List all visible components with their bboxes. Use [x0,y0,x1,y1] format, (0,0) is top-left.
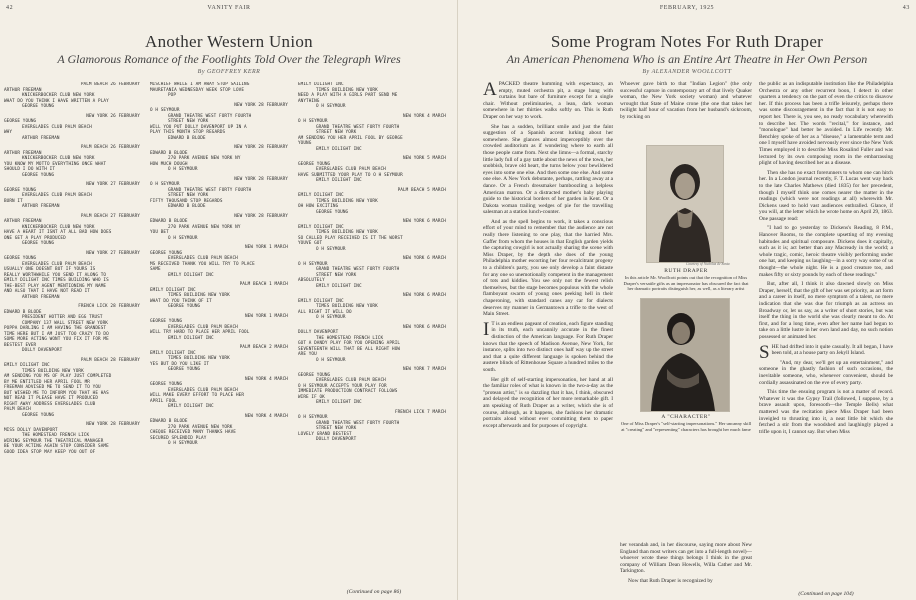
telegram-line: EMILY DILIGHT INC [298,224,344,230]
telegram-line: GEORGE YOUNG [22,172,55,178]
telegram-line: THE HOMESTEAD FRENCH LICK [22,433,90,438]
drop-cap: I [483,318,490,340]
article-byline: By GEOFFREY KERR [197,69,261,75]
telegram-line: ARTHUR FREEMAN [22,135,60,141]
telegram-line: BESTEST EVER [4,342,37,348]
telegram-dateline: PALM BEACH 26 FEBRUARY [80,82,140,87]
telegram-line: GEORGE YOUNG [316,209,349,215]
telegram-line: EMILY DILIGHT INC [150,287,196,293]
section-paragraph: I T is an endless pageant of creation, each figure standing in its truth, each uncannily accurate in the finest distinction of the American language. For Ruth Draper knows that the speech of Madison Avenue, New York, for instance, splits into two distinct ones half way up the street and that a quite different language is spoken behind the austere blinds of Rittenhouse Square a hundred miles to the south. [483,318,613,373]
telegram-line: 270 PARK AVENUE NEW YORK NY [168,224,241,230]
telegram-line: EMILY DILIGHT INC [168,335,214,341]
telegram-line: SOME MORE ACTING WONT YOU FIX IT FOR ME [4,337,109,342]
telegram-line: PRESIDENT HOTTER AND EGG TRUST [22,315,103,320]
telegram-line: ARTHUR FREEMAN [4,87,42,93]
telegram-line: GRAND THEATRE WEST FORTY FOURTH [316,420,400,426]
telegram-line: PALM BEACH [4,407,31,412]
telegram-line: DOLLY DAVENPORT [298,330,339,335]
telegram-line: EMILY DILIGHT INC [168,404,214,409]
telegram-line: STREET NEW YORK [316,426,357,431]
telegram-dateline: PALM BEACH 2 MARCH [239,345,288,350]
telegram-line: STREET NEW YORK [168,119,209,124]
telegram-dateline: NEW YORK 6 MARCH [403,293,446,298]
telegram-line: EVERGLADES CLUB PALM BEACH [168,387,238,393]
telegram-line: PLAY THIS MONTH STOP REGARDS [150,130,226,135]
telegram-line: EVERGLADES CLUB PALM BEACH [168,256,238,261]
telegram-line: TIMES BUILDING NEW YORK [22,368,84,374]
telegram-line: O H SEYMOUR [150,108,180,113]
telegram-line: EDWARD B BLODE [150,219,188,224]
section-paragraph: SHE had drifted into it quite casually. It all began, I have been told, at a house party on Jekyll Island. [759,341,893,363]
telegram-line: TIMES BUILDING NEW YORK [316,304,378,309]
telegram-dateline: NEW YORK 7 MARCH [403,367,446,372]
telegram-line: ARE YOU [298,352,317,357]
body-paragraph: But, after all, I think it also dawned slowly on Miss Draper, herself, that the gift of her was set priority, as art form and a career in itself, no mere symptom of a talent, no mere indication that she was due for triumph as an actress on Broadway or, let us say, as a writer of short stories, but was itself the thing in the world she was clearly meant to do. At first, and for a long time, even after her name had begun to take on a little lustre in her own land and day, no such notion possessed or animated her. [759,281,893,340]
telegram-column-3 [298,82,450,600]
drop-cap: A [483,81,497,100]
telegram-line: IMMEDIATE PRODUCTION CONTRACT FOLLOWS [298,389,398,394]
article-deck: A Glamorous Romance of the Footlights Told Over the Telegraph Wires [57,52,401,66]
telegram-line: DOLLY DAVENPORT [22,348,63,353]
body-paragraph: She has a sudden, brilliant smile and just the faint suggestion of a Spanish accent lurking about her somewhere. She glances almost imperceptibly over the crowded auditorium as if wondering where to earth all those people came from. Next she limns—a formal, starchy little lady full of a gay tattle about the news of the town, her snobbish, brave old heart, the turns below your bewildered eyes into some one else. And then some one else. And some one else. A New York debutante, perhaps, rattling away at a dance. Or a French dressmaker bamboozling a helpless American matron. Or a distracted mother's baby playing guide to the historical borders of her garden in Kent. Or a Dakota woman trailing wedges of pie for the travelling salesman at a station lunch-counter. [483,123,613,216]
telegram-line: GEORGE YOUNG [298,161,331,167]
telegram-line: GEORGE YOUNG [4,256,37,261]
telegram-line: WILL MAKE EVERY EFFORT TO PLACE HER [150,393,245,398]
photo-caption: In this article Mr. Woollcott points out that the recognition of Miss Draper's versatile gifts as an impersonator has obscured the fact that her dramatic portraits distinguish her, as well, as a literary artist [623,275,749,292]
telegram-line: ANYTHING [298,98,320,104]
telegram-line: O H SEYMOUR [316,357,346,363]
telegram-line: EMILY DILIGHT INC [168,272,214,278]
telegram-line: EVERGLADES CLUB PALM BEACH [22,124,92,130]
telegram-line: WILL YOU PUT DOLLY DAVENPORT UP IN A [150,124,247,130]
telegram-line: SEVENTEENTH WILL THAT BE ALL RIGHT HOW [298,346,401,352]
telegram-line: O H SEYMOUR [298,261,328,267]
telegram-line: BY ME ENTITLED HER APRIL FOOL MR [4,379,90,385]
telegram-line: POPPA DARLING I AM HAVING THE GRANDEST [4,326,107,331]
telegram-line: WIRING SEYMOUR THE THEATRICAL MANAGER [4,438,104,444]
telegram-line: EDWARD B BLODE [168,204,206,209]
telegram-line: EDWARD B BLODE [150,150,188,156]
body-paragraph: the public as an indisputable institution like the Philadelphia Orchestra or any other recurrent boon, I detect in other quarters a tendency on the part of even the critics to disavow her. If this process has been a trifle leisurely, perhaps there was some discouragement in the fact that it is not easy to report her. There is, you see, no ready vocabulary wherewith to describe her. The words "recital," for instance, and "monologue" had better be avoided. In Life recently Mr. Benchley spoke of her as a "diseuse," a lamentable term and one I myself have avoided nervously ever since the New York Times employed it to describe Miss Rosalind Fuller and was lectured by its own composing room in the embarrassing plight of having described her as a disease. [759,81,893,167]
telegram-line: HOW MUCH DOUGH [150,161,188,167]
telegram-line: THE HOMESTEAD FRENCH LICK [316,335,384,341]
telegram-line: BE YOUR ACTING AGAIN STOP CONSIDER SAME [4,444,109,449]
telegram-line: MAURETANIA WEDNESDAY WEEK STOP LOVE [150,87,245,93]
body-paragraph: Now that Ruth Draper is recognized by [628,577,713,584]
telegram-line: POP [168,93,177,98]
telegram-dateline: NEW YORK 6 MARCH [403,219,446,224]
telegram-line: GEORGE YOUNG [4,187,37,193]
telegram-line: SHOULD I DO WITH IT [4,167,56,172]
ruth-draper-portrait-photo [646,145,724,263]
telegram-dateline: NEW YORK 26 FEBRUARY [86,113,140,119]
telegram-line: EVERGLADES CLUB PALM BEACH [316,378,386,383]
telegram-dateline: NEW YORK 28 FEBRUARY [234,102,288,108]
body-paragraph: And as the spell begins to work, it takes a conscious effort of your mind to remember that the audience are not really there listening to one play, that the harried Mrs. Gaffer from whom the houses in that English garden yields the capturing cowgirl is not actually sharing the scene with Miss Draper, by the depth she does of the young Philadelphia mother escorting her four recalcitrant progeny to a children's party, you see only develop a faint distaste for any one so unemotionally competent in the management of tots and kiddies. You see only not the fewest relish themselves, but the stage becomes populous with the whole flamboyant swarm of young ones peeking hell in their chaperoning, with standard canes any car for dialects deserves my manner in Germantown a trifle to the west of Main Street. [483,218,613,318]
right-page [458,0,916,600]
telegram-line: STREET NEW YORK [168,193,209,198]
article-deck: An American Phenomena Who is an Entire Art Theatre in Her Own Person [506,52,868,66]
telegram-line: TIMES BUILDING NEW YORK [168,293,230,298]
telegram-dateline: NEW YORK 27 FEBRUARY [86,250,140,256]
body-paragraph: This time the ensuing program is not a matter of record. Whatever it was the Gypsy Trail (followed, I suppose, by a brave assault upon, foresooth—the Temple Bells) what mattered was the recitation piece Miss Draper had been inveigled to thrusting into it, a neat little bit which she fetched a stir from the woodshed and laughingly played a trifle upon it, I cannot say. But when Miss [759,389,893,435]
telegram-line: ONE GET A PLAY PRODUCED [4,235,66,241]
telegram-column-1 [4,82,144,600]
drop-cap: S [759,341,770,363]
portrait-image [647,146,723,262]
telegram-dateline: PALM BEACH 5 MARCH [397,187,446,193]
telegram-line: GEORGE YOUNG [150,250,183,256]
telegram-dateline: NEW YORK 1 MARCH [245,313,288,319]
telegram-line: EMILY DILIGHT INC [316,283,362,289]
telegram-line: WHAT DO YOU THINK OF IT [150,298,212,304]
telegram-line: YOU BET [150,230,169,235]
telegram-line: YOUNG [298,141,312,146]
telegram-line: CHEQUE RECEIVED MANY THANKS HAVE [150,430,236,435]
telegram-column-2 [150,82,292,600]
telegram-line: GEORGE YOUNG [22,104,55,109]
telegram-line: DOLLY DAVENPORT [316,437,357,442]
telegram-dateline: NEW YORK 6 MARCH [403,324,446,330]
telegram-line: O H SEYMOUR ACCEPTS YOUR PLAY FOR [298,383,387,389]
character-image [641,299,729,411]
telegram-dateline: NEW YORK 28 FEBRUARY [86,422,140,427]
telegram-line: O H SEYMOUR [150,182,180,187]
telegram-line: YOU KNOW MY MOTTO EVERYTHING ONCE WHAT [4,161,107,167]
telegram-line: GEORGE YOUNG [4,119,37,124]
telegram-line: ARTHUR FREEMAN [4,150,42,156]
telegram-line: EDWARD B BLODE [168,135,206,141]
telegram-line: SAME [150,267,161,272]
telegram-line: COMPANY 137 WALL STREET NEW YORK [22,320,108,326]
telegram-line: EMILY DILIGHT INC [150,350,196,356]
body-paragraph: Then she has no exact forerunners to whom one can hitch her. In a London journal recently, F. T. Lucas went way back to the late Charles Mathews (died 1835) for her precedent, though I myself think one comes nearer the matter in the readings (which were not readings at all) wherewith Mr. Dickens used to hold vast audiences enthralled. Glance, if you will, at the letter which he wrote home on April 29, 1863. One passage read: [759,169,893,222]
telegram-dateline: PALM BEACH 27 FEBRUARY [80,213,140,219]
telegram-line: TIMES BUILDING NEW YORK [316,198,378,204]
telegram-dateline: PALM BEACH 1 MARCH [239,282,288,287]
telegram-line: 270 PARK AVENUE NEW YORK [168,424,233,430]
page-number: 43 [902,5,910,11]
photo-caption: One of Miss Draper's "self-starting impersonations." Her uncanny skill at "creating" and "representing" characters has brought her much fame [620,421,752,432]
telegram-dateline: PALM BEACH 26 FEBRUARY [80,145,140,150]
telegram-line: TIMES BUILDING NEW YORK [316,87,378,93]
telegram-line: EMILY DILIGHT INC [298,82,344,87]
telegram-line: HAVE SUBMITTED YOUR PLAY TO O H SEYMOUR [298,172,403,178]
telegram-line: SECURED SPLENDID PLAY [150,435,207,441]
article-column-2-top [620,81,752,141]
telegram-line: SO CALLED PLAY RECEIVED IS IT THE WORST [298,235,403,241]
telegram-line: ALL RIGHT IT WILL DO [298,309,352,315]
telegram-line: BUT WISHED ME TO INFORM YOU THAT HE HAS [4,390,109,396]
telegram-line: FREEMAN ADVISED ME TO SEND IT TO YOU [4,385,101,390]
quoted-paragraph: "I had to go yesterday to Dickens's Reading, 8 P.M., Hanover Rooms, to the complete upsetting of my evening habitudes and spiritual composure. Dickens does it capitally, such as it is; act better than any Macready in the world; a whole tragic, comic, heroic theatre visibly performing under one hat, and keeping us laughing—in a sorry way some of us thought—the whole night. He is a good creature too, and makes fifty or sixty pounds by each of these readings." [759,225,893,278]
telegram-dateline: NEW YORK 28 FEBRUARY [234,176,288,182]
telegram-line: WHY [4,130,13,135]
telegram-line: WHAT DO YOU THINK I HAVE WRITTEN A PLAY [4,98,109,104]
article-headline: Another Western Union [145,32,313,51]
article-byline: By ALEXANDER WOOLLCOTT [642,69,732,75]
telegram-line: EVERGLADES CLUB PALM BEACH [22,261,92,267]
body-paragraph: "And, my dear, we'll get up an entertainment," and someone in the ghastly fashion of such occasions, the inevitable someone, who, whenever convenient, should be cordially assassinated on the eve of every party. [759,359,893,386]
telegram-line: GEORGE YOUNG [168,367,201,372]
telegram-dateline: NEW YORK 28 FEBRUARY [234,213,288,219]
telegram-line: THE-BEST PLAY AGENT MENTIONING MY NAME [4,283,107,289]
telegram-line: ARTHUR FREEMAN [22,204,60,209]
body-paragraph: Her gift of self-starting impersonation, her hand at all the familiar roles of what is known in the two-a-day as the "protean artist," is so dazzling that it has, I think, obscured and delayed the recognition of her more remarkable gift. I am speaking of Ruth Draper as a writer, which she is of course, although, as it happens, she fashions her dramatic portraits aloud without ever committing them to paper except afterwards and for purposes of copyright. [483,376,613,429]
telegram-line: MISCHIEF WHILE I AM AWAY STOP SAILING [150,82,250,87]
telegram-dateline: PALM BEACH 28 FEBRUARY [80,357,140,363]
telegram-line: GOOD IDEA STOP MAY KEEP YOU OUT OF [4,449,96,455]
body-paragraph: her verandah and, in her discourse, saying more about New England than most writers can get into a full-length novel)—whoever wrote these things belongs I think in the great company of William Dean Howells, Willa Cather and Mr. Tarkington. [620,542,752,575]
telegram-line: STREET NEW YORK [316,130,357,135]
telegram-line: O H SEYMOUR [316,246,346,252]
telegram-line: TIME HERE BUT I AM JUST TOO CRAZY TO DO [4,331,109,337]
telegram-line: EMILY DILIGHT INC [298,298,344,304]
telegram-line: O H SEYMOUR [168,235,198,241]
article-column-2-bottom [620,542,752,598]
telegram-line: O H SEYMOUR [298,415,328,420]
continued-note: (Continued on page 86) [346,589,402,595]
telegram-line: MS RECEIVED THANK YOU WILL TRY TO PLACE [150,261,255,267]
telegram-line: KNICKERBOCKER CLUB NEW YORK [22,93,95,98]
telegram-line: NOT READ IT PLEASE HAVE IT PRODUCED [4,396,99,401]
telegram-line: EMILY DILIGHT INC TIMES BUILDING WHO IS [4,278,109,283]
telegram-line: EMILY DILIGHT INC [298,193,344,198]
telegram-line: KNICKERBOCKER CLUB NEW YORK [22,156,95,161]
telegram-line: EMILY DILIGHT INC [4,363,50,368]
telegram-line: O H SEYMOUR [168,441,198,446]
telegram-dateline: NEW YORK 5 MARCH [403,156,446,161]
telegram-line: GEORGE YOUNG [22,241,55,246]
telegram-line: KNICKERBOCKER CLUB NEW YORK [22,224,95,230]
lead-paragraph: APACKED theatre humming with expectancy, an empty, muted orchestra pit, a stage hung with curtains but bare of furniture except for a single chair. Without preliminaries, a lean, dark woman somewhere in her thirties walks softly on. This is Ruth Draper on her way to work. [483,81,613,120]
photo-credit: Courtesy of Nickolas de Santa [686,262,730,266]
running-head-date: FEBRUARY, 1925 [659,5,715,11]
telegram-dateline: NEW YORK 6 MARCH [403,256,446,261]
telegram-line: GEORGE YOUNG [298,372,331,378]
telegram-line: EMILY DILIGHT INC [316,146,362,152]
telegram-line: HAVE A HEART IT ISNT AT ALL BAD HOW DOES [4,230,112,235]
telegram-line: ARTHUR FREEMAN [4,219,42,224]
telegram-line: BURN IT [4,198,23,204]
telegram-line: EVERGLADES CLUB PALM BEACH [168,324,238,330]
telegram-line: YOUVE GOT [298,241,323,246]
article-column-3 [759,81,893,598]
telegram-line: FIFTY THOUSAND STOP REGARDS [150,198,223,204]
telegram-dateline: NEW YORK 27 FEBRUARY [86,182,140,187]
telegram-line: WIRE IF OK [298,394,325,400]
telegram-line: GRAND THEATRE WEST FORTY FOURTH [316,124,400,130]
telegram-line: 270 PARK AVENUE NEW YORK NY [168,156,241,161]
telegram-line: RIGHT AWAY ADDRESS EVERGLADES CLUB [4,401,96,407]
telegram-line: GEORGE YOUNG [150,382,183,387]
telegram-line: YES BUT DO YOU LIKE IT [150,361,210,367]
telegram-dateline: FRENCH LICK 28 FEBRUARY [78,304,140,309]
photo-caption-title: RUTH DRAPER [664,268,708,274]
telegram-line: TIMES BUILDING NEW YORK [168,356,230,361]
telegram-line: GRAND THEATRE WEST FORTY FOURTH [168,113,252,119]
telegram-line: REALLY WORTHWHILE YOU SEND IT ALONG TO [4,272,107,278]
telegram-line: AM SENDING YOU MS OF PLAY JUST COMPLETED [4,374,112,379]
telegram-line: STREET NEW YORK [316,272,357,278]
continued-note: (Continued on page 104) [798,591,854,597]
telegram-line: USUALLY ONE DOESNT BUT IF YOURS IS [4,267,96,272]
telegram-line: AND ALSO THAT I HAVE NOT READ IT [4,289,90,294]
article-column-1 [483,81,613,598]
telegram-line: WILL TRY HARD TO PLACE HER APRIL FOOL [150,330,250,335]
telegram-line: GEORGE YOUNG [150,319,183,324]
telegram-line: TIMES BUILDING NEW YORK [316,230,378,235]
telegram-line: AM SENDING YOU HER APRIL FOOL BY GEORGE [298,135,403,141]
telegram-line: EDWARD B BLODE [4,309,42,315]
telegram-line: GRAND THEATRE WEST FORTY FOURTH [316,267,400,272]
telegram-line: LOVELY GRAND BESTEST [298,431,352,437]
telegram-line: ABSOLUTELY [298,278,325,283]
telegram-line: ARTHUR FREEMAN [22,294,60,300]
telegram-line: EMILY DILIGHT INC [316,400,362,405]
article-headline: Some Program Notes For Ruth Draper [550,32,824,51]
telegram-line: OH HOW EXCITING [298,204,339,209]
telegram-dateline: NEW YORK 28 FEBRUARY [234,145,288,150]
telegram-dateline: NEW YORK 4 MARCH [403,113,446,119]
telegram-line: GOT A DANDY PLAY FOR YOU OPENING APRIL [298,341,401,346]
page-number: 42 [6,5,14,11]
telegram-line: EVERGLADES CLUB PALM BEACH [22,193,92,198]
telegram-line: NEED A PLAY WITH A GIRLS PART SEND ME [298,93,398,98]
telegram-line: GRAND THEATRE WEST FORTY FOURTH [168,187,252,193]
telegram-line: O H SEYMOUR [168,167,198,172]
telegram-dateline: NEW YORK 1 MARCH [245,245,288,250]
telegram-dateline: NEW YORK 4 MARCH [245,376,288,382]
telegram-line: GEORGE YOUNG [22,412,55,418]
telegram-line: O H SEYMOUR [316,104,346,109]
running-head: VANITY FAIR [207,5,251,11]
telegram-dateline: FRENCH LICK 7 MARCH [394,409,446,415]
telegram-line: EVERGLADES CLUB PALM BEACH [316,167,386,172]
telegram-line: EDWARD B BLODE [150,419,188,424]
character-photo [640,298,730,412]
telegram-line: MISS DOLLY DAVENPORT [4,427,58,433]
telegram-line: O H SEYMOUR [316,315,346,320]
telegram-line: O H SEYMOUR [298,119,328,124]
telegram-dateline: NEW YORK 4 MARCH [245,413,288,419]
photo-caption-title: A "CHARACTER" [661,414,711,420]
telegram-line: GEORGE YOUNG [168,304,201,309]
telegram-line: EMILY DILIGHT INC [316,178,362,183]
body-paragraph: Whoever gave birth to that "Indian Legion" (the only successful capture in contemporary art of that lively Quaker woman, the New York society woman) and whatever wrought that State of Maine crone (the one that takes her twilight half hour of vacation from her husband's sickroom, by rocking on [620,81,752,120]
telegram-line: APRIL FOOL [150,398,177,404]
